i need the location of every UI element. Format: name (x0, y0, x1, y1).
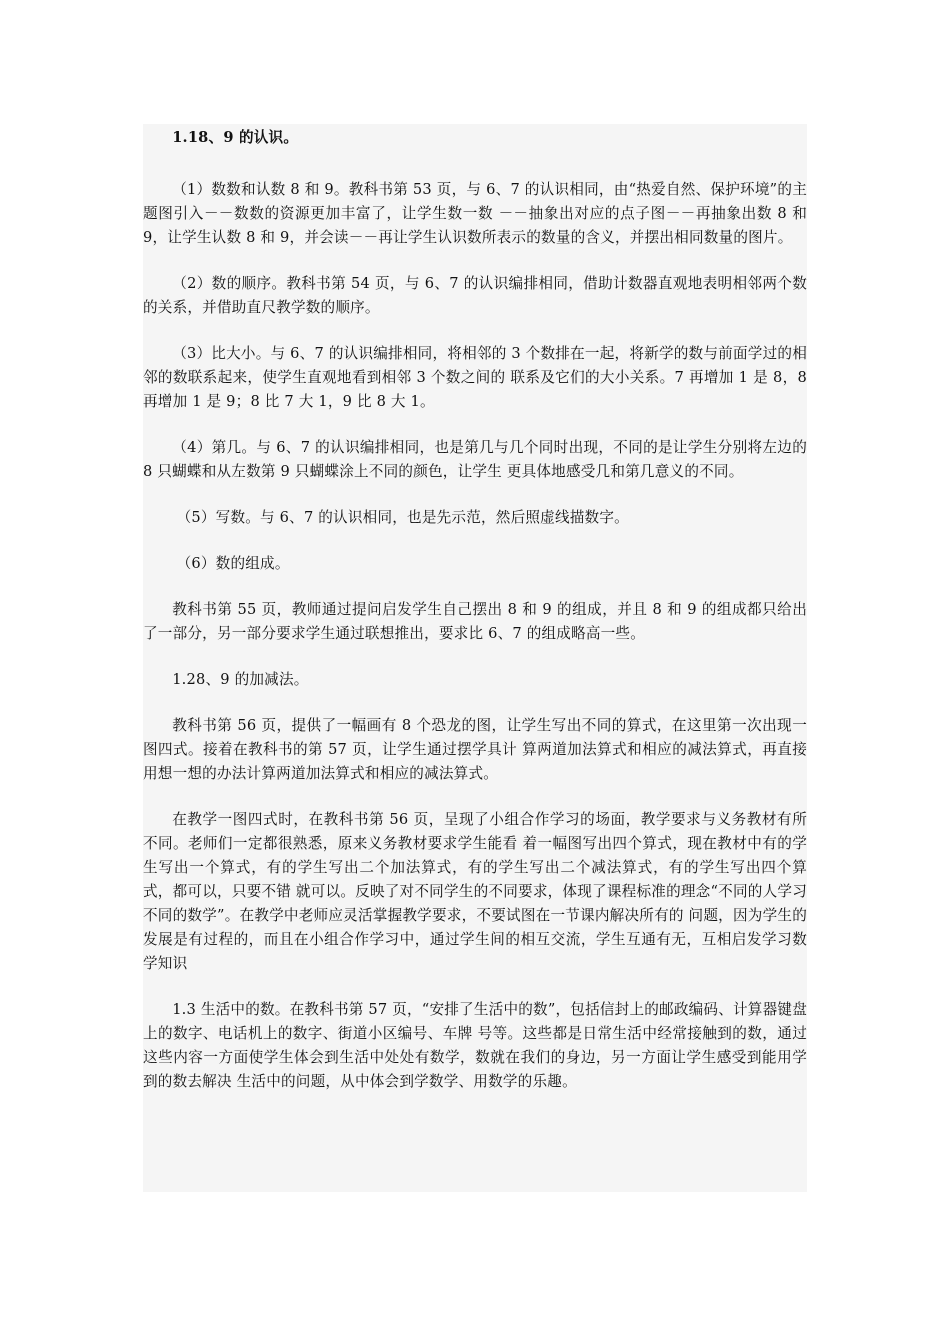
paragraph-group-learning: 在教学一图四式时，在教科书第 56 页，呈现了小组合作学习的场面，教学要求与义务教材有所不同。老师们一定都很熟悉，原来义务教材要求学生能看 着一幅图写出四个算式，现在教材中有的学生写出一个算式，有的学生写出二个加法算式，有的学生写出二个减法算式，有的学生写出四个算式，都可以，只要不错 就可以。反映了对不同学生的不同要求，体现了课程标准的理念“不同的人学习不同的数学”。在教学中老师应灵活掌握教学要求，不要试图在一节课内解决所有的 问题，因为学生的发展是有过程的，而且在小组合作学习中，通过学生间的相互交流，学生互通有无，互相启发学习数学知识 (143, 811, 807, 972)
section-heading: 1.18、9 的认识。 (172, 129, 299, 146)
section-heading-addition: 1.28、9 的加减法。 (172, 671, 309, 688)
paragraph-addition: 教科书第 56 页，提供了一幅画有 8 个恐龙的图，让学生写出不同的算式，在这里第一次出现一图四式。接着在教科书的第 57 页，让学生通过摆学具计 算两道加法算式和相应的减法算式，再直接用想一想的办法计算两道加法算式和相应的减法算式。 (143, 717, 807, 782)
document-body (143, 124, 807, 1192)
paragraph-composition-title: （6）数的组成。 (176, 555, 290, 572)
paragraph-writing: （5）写数。与 6、7 的认识相同，也是先示范，然后照虚线描数字。 (176, 509, 629, 526)
paragraph-order: （2）数的顺序。教科书第 54 页，与 6、7 的认识编排相同，借助计数器直观地表明相邻两个数的关系，并借助直尺教学数的顺序。 (143, 275, 807, 316)
paragraph-ordinal: （4）第几。与 6、7 的认识编排相同，也是第几与几个同时出现，不同的是让学生分别将左边的 8 只蝴蝶和从左数第 9 只蝴蝶涂上不同的颜色，让学生 更具体地感受几和第几意义的不同。 (143, 439, 807, 480)
paragraph-counting: （1）数数和认数 8 和 9。教科书第 53 页，与 6、7 的认识相同，由“热爱自然、保护环境”的主题图引入－－数数的资源更加丰富了，让学生数一数 －－抽象出对应的点子图－－再抽象出数 8 和 9，让学生认数 8 和 9，并会读－－再让学生认识数所表示的数量的含义，并摆出相同数量的图片。 (143, 181, 807, 246)
paragraph-life-numbers: 1.3 生活中的数。在教科书第 57 页，“安排了生活中的数”，包括信封上的邮政编码、计算器键盘上的数字、电话机上的数字、街道小区编号、车牌 号等。这些都是日常生活中经常接触到的数，通过这些内容一方面使学生体会到生活中处处有数学，数就在我们的身边，另一方面让学生感受到能用学到的数去解决 生活中的问题，从中体会到学数学、用数学的乐趣。 (143, 1001, 807, 1090)
paragraph-composition: 教科书第 55 页，教师通过提问启发学生自己摆出 8 和 9 的组成，并且 8 和 9 的组成都只给出了一部分，另一部分要求学生通过联想推出，要求比 6、7 的组成略高一些。 (143, 601, 807, 642)
paragraph-compare: （3）比大小。与 6、7 的认识编排相同，将相邻的 3 个数排在一起，将新学的数与前面学过的相邻的数联系起来，使学生直观地看到相邻 3 个数之间的 联系及它们的大小关系。7 再增加 1 是 8，8 再增加 1 是 9；8 比 7 大 1，9 比 8 大 1。 (143, 345, 807, 410)
